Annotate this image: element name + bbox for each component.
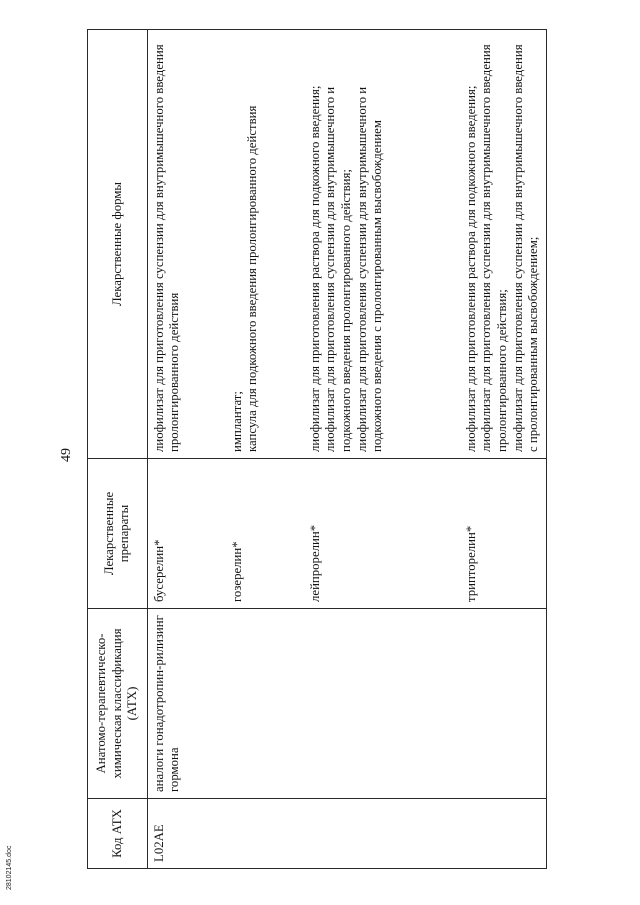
drug-leuprorelin: лейпрорелин* (307, 524, 322, 602)
forms-triptorelin (464, 36, 542, 452)
header-code: Код АТХ (88, 799, 148, 869)
form-item: лиофилизат для приготовления суспензии для внутримышечного введения пролонгированного действия; (479, 44, 509, 452)
header-forms: Лекарственные формы (88, 30, 148, 459)
form-item: капсула для подкожного введения пролонгированного действия (245, 105, 260, 452)
form-item: лиофилизат для приготовления суспензии для внутримышечного и подкожного введения пролонгированного действия; (323, 86, 353, 452)
forms-goserelin (230, 36, 292, 452)
page-number: 49 (59, 448, 74, 462)
table-header-row (88, 30, 148, 869)
forms-leuprorelin (308, 36, 448, 452)
form-item: лиофилизат для приготовления суспензии для внутримышечного введения с пролонгированным высвобождением; (510, 44, 541, 452)
drugs-cell (147, 459, 546, 609)
atx-classification-cell: аналоги гонадотропин-рилизинг гормона (147, 609, 546, 799)
drug-goserelin: гозерелин* (229, 541, 244, 602)
header-drugs: Лекарственные препараты (88, 459, 148, 609)
forms-cell (147, 30, 546, 459)
rotated-page (55, 25, 595, 885)
form-item: лиофилизат для приготовления раствора для подкожного введения; (463, 85, 478, 452)
atx-table (87, 29, 547, 869)
document-reference: 28102145.doc (6, 845, 13, 890)
form-item: лиофилизат для приготовления суспензии для внутримышечного и подкожного введения с пролонгированным высвобождением (354, 86, 385, 452)
drug-buserelin: бусерелин* (151, 539, 166, 602)
header-classification: Анатомо-терапевтическо-химическая классификация (АТХ) (88, 609, 148, 799)
form-item: имплантат; (229, 391, 244, 452)
form-item: лиофилизат для приготовления суспензии для внутримышечного введения пролонгированного действия (151, 44, 182, 452)
forms-buserelin (152, 36, 214, 452)
atx-code-cell: L02AE (147, 799, 546, 869)
table-row (147, 30, 546, 869)
drug-triptorelin: трипторелин* (463, 525, 478, 602)
form-item: лиофилизат для приготовления раствора для подкожного введения; (307, 85, 322, 452)
